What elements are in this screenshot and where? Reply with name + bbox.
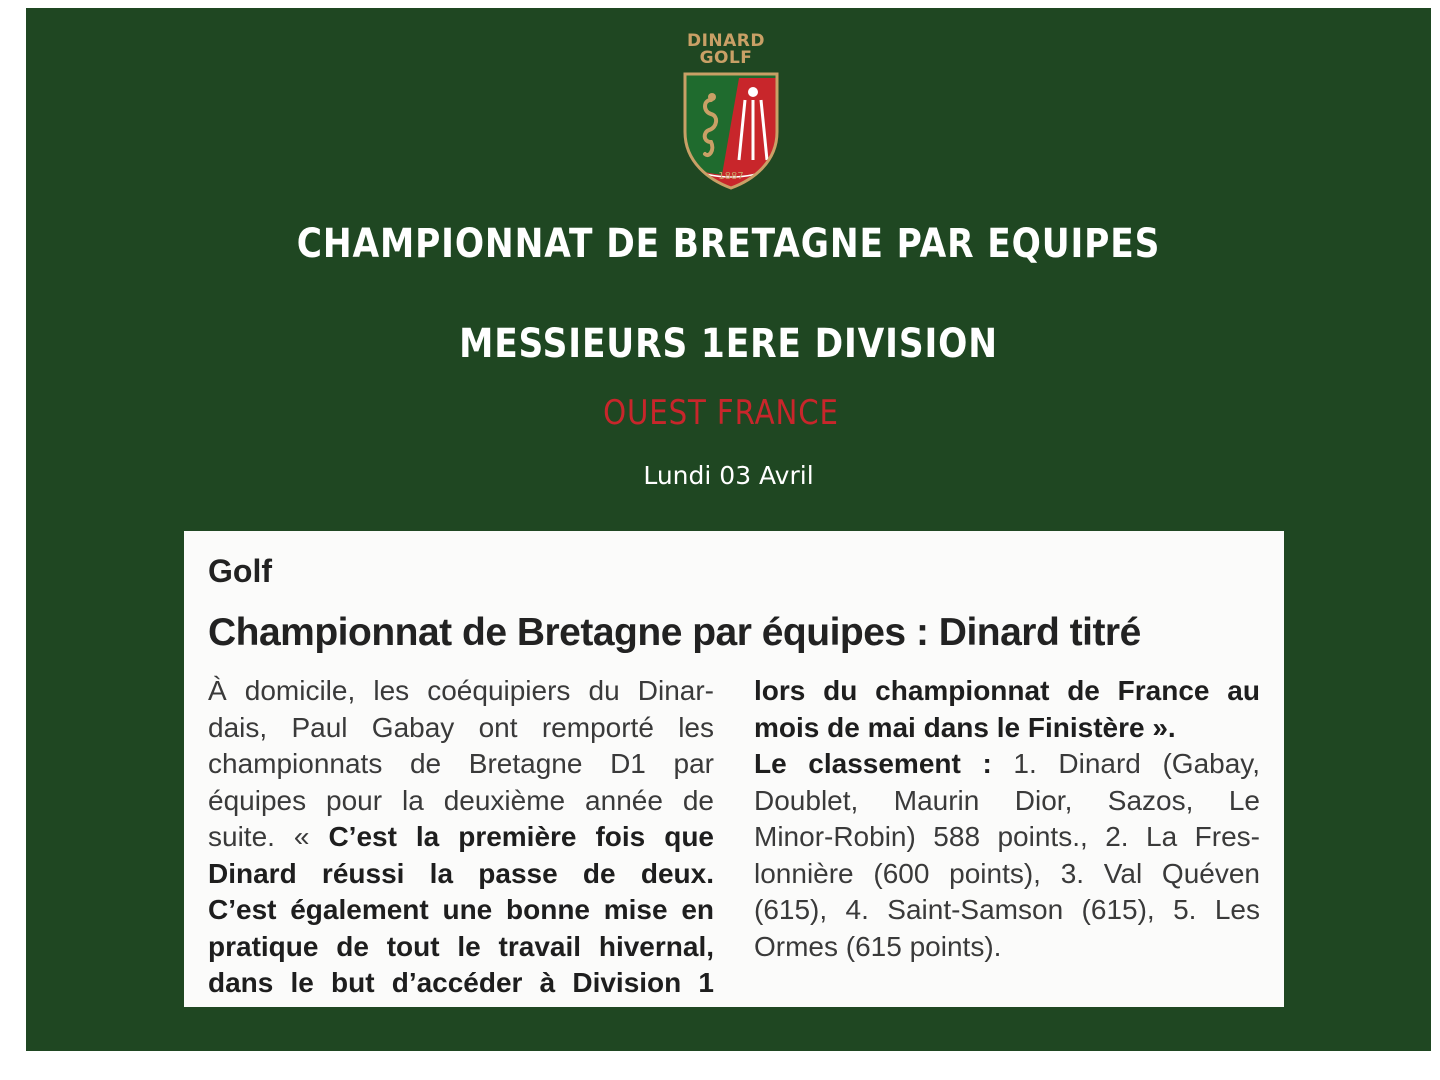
logo-text-line1: DINARD (686, 31, 766, 51)
article-line: lonnière (600 points), 3. Val Quéven (754, 857, 1260, 889)
article-line-part: 1. Dinard (Gabay, (1013, 748, 1260, 779)
article-line-part: suite. « (208, 821, 310, 852)
article-column-right (754, 673, 1260, 965)
article-line: À domicile, les coéquipiers du Dinar- (208, 675, 714, 706)
source-label: OUEST FRANCE (603, 393, 839, 433)
article-line: Ormes (615 points). (754, 930, 1002, 962)
article-line: C’est également une bonne mise en (208, 894, 714, 925)
article-line: dans le but d’accéder à Division 1 (208, 967, 714, 998)
ranking-label: Le classement : (754, 748, 992, 779)
article-line: championnats de Bretagne D1 par (208, 748, 714, 779)
article-line: (615), 4. Saint-Samson (615), 5. Les (754, 894, 1260, 925)
article-line: Dinard réussi la passe de deux. (208, 857, 714, 889)
article-line: pratique de tout le travail hivernal, (208, 930, 714, 962)
logo-text-line2: GOLF (699, 48, 753, 68)
logo-year: 1887 (718, 171, 744, 182)
article-line-mixed (754, 746, 1260, 783)
article-date: Lundi 03 Avril (643, 461, 814, 490)
article-line: lors du championnat de France au (754, 675, 1260, 706)
article-quote-start: C’est la première fois que (328, 821, 714, 852)
crest-icon (681, 70, 781, 192)
article-line: équipes pour la deuxième année de (208, 784, 714, 816)
article-line: Doublet, Maurin Dior, Sazos, Le (754, 784, 1260, 816)
article-line: Minor-Robin) 588 points., 2. La Fres- (754, 821, 1260, 852)
dinard-golf-logo (666, 32, 786, 192)
article-line-mixed (208, 819, 714, 856)
page-subtitle: MESSIEURS 1ERE DIVISION (459, 321, 998, 367)
article-column-left (208, 673, 714, 1002)
article-line: dais, Paul Gabay ont remporté les (208, 711, 714, 743)
article-line: mois de mai dans le Finistère ». (754, 711, 1176, 743)
main-panel (26, 8, 1431, 1051)
newspaper-clipping (184, 531, 1284, 1007)
clipping-headline: Championnat de Bretagne par équipes : Dinard titré (208, 611, 1141, 654)
page-title: CHAMPIONNAT DE BRETAGNE PAR EQUIPES (296, 221, 1161, 267)
clipping-rubric: Golf (208, 553, 272, 589)
